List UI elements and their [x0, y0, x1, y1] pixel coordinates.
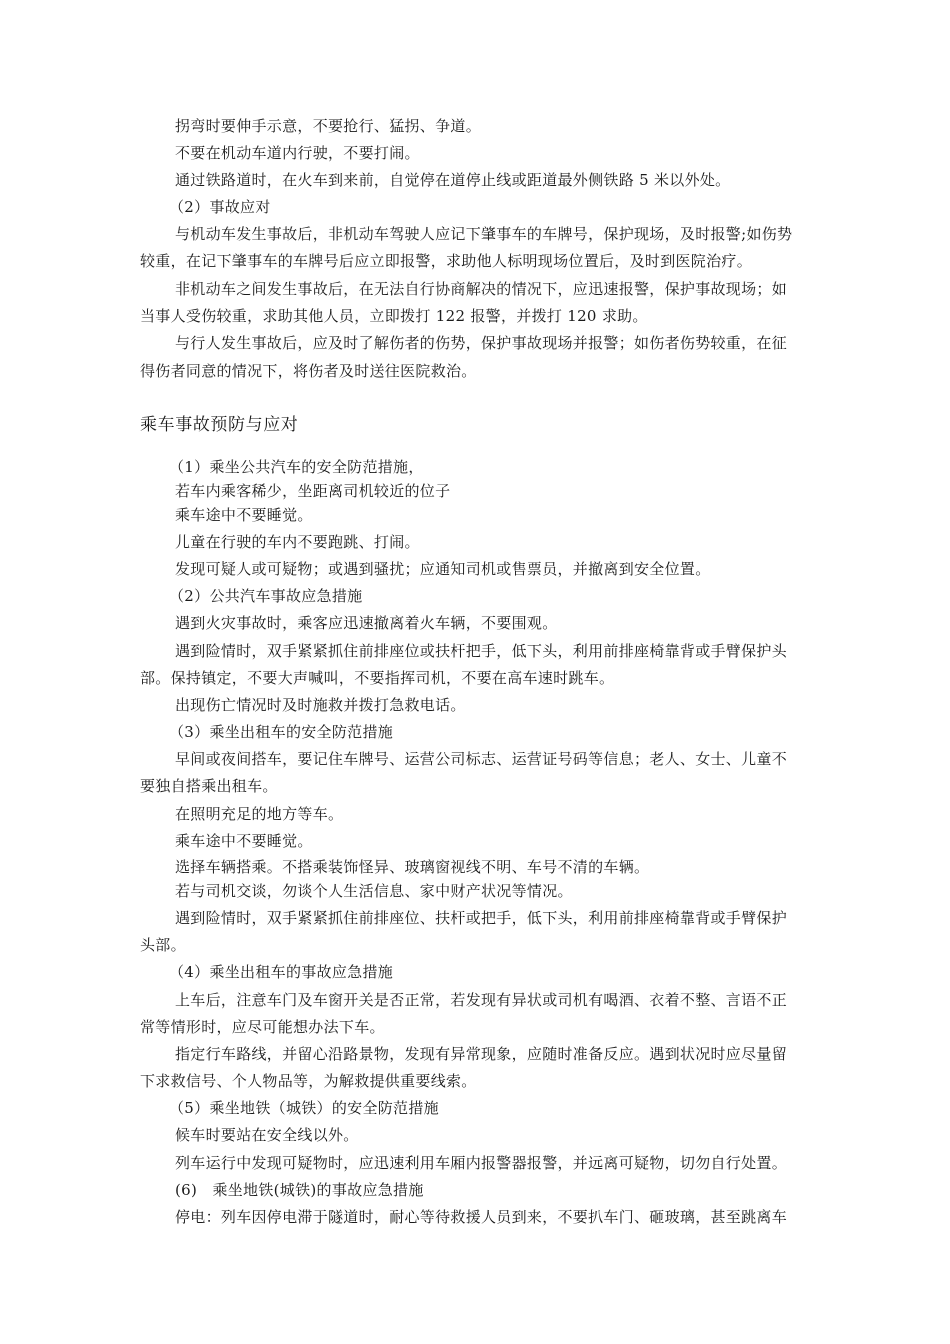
paragraph-line: 下求救信号、个人物品等，为解救提供重要线索。 [140, 1072, 477, 1090]
paragraph-line: 常等情形时，应尽可能想办法下车。 [140, 1018, 385, 1036]
subsection-title: （2）公共汽车事故应急措施 [169, 587, 363, 605]
paragraph-line: 停电：列车因停电滞于隧道时，耐心等待救援人员到来，不要扒车门、砸玻璃，甚至跳离车 [175, 1208, 788, 1226]
paragraph-line: 儿童在行驶的车内不要跑跳、打闹。 [175, 533, 420, 551]
paragraph-line: 部。保持镇定，不要大声喊叫，不要指挥司机，不要在高车速时跳车。 [140, 669, 615, 687]
paragraph-line: 早间或夜间搭车，要记住车牌号、运营公司标志、运营证号码等信息；老人、女士、儿童不 [175, 750, 788, 768]
paragraph-line: 要独自搭乘出租车。 [140, 777, 278, 795]
subsection-title: （2）事故应对 [169, 198, 271, 216]
paragraph-line: 出现伤亡情况时及时施救并拨打急救电话。 [175, 696, 466, 714]
paragraph-line: 若车内乘客稀少，坐距离司机较近的位子 [175, 482, 451, 500]
subsection-title: （5）乘坐地铁（城铁）的安全防范措施 [169, 1099, 439, 1117]
paragraph-line: 指定行车路线，并留心沿路景物，发现有异常现象，应随时准备反应。遇到状况时应尽量留 [175, 1045, 788, 1063]
paragraph-line: 在照明充足的地方等车。 [175, 805, 344, 823]
paragraph-line: 通过铁路道时，在火车到来前，自觉停在道停止线或距道最外侧铁路 5 米以外处。 [175, 171, 731, 189]
subsection-title: (6) 乘坐地铁(城铁)的事故应急措施 [175, 1181, 424, 1199]
paragraph-line: 较重，在记下肇事车的车牌号后应立即报警，求助他人标明现场位置后，及时到医院治疗。 [140, 252, 753, 270]
paragraph-line: 不要在机动车道内行驶，不要打闹。 [175, 144, 420, 162]
paragraph-line: 选择车辆搭乘。不搭乘装饰怪异、玻璃窗视线不明、车号不清的车辆。 [175, 858, 650, 876]
paragraph-line: 与行人发生事故后，应及时了解伤者的伤势，保护事故现场并报警；如伤者伤势较重，在征 [175, 334, 788, 352]
paragraph-line: 候车时要站在安全线以外。 [175, 1126, 359, 1144]
section-heading: 乘车事故预防与应对 [140, 415, 299, 435]
subsection-title: （4）乘坐出租车的事故应急措施 [169, 963, 394, 981]
paragraph-line: 遇到险情时，双手紧紧抓住前排座位或扶杆把手，低下头，利用前排座椅靠背或手臂保护头 [175, 642, 788, 660]
paragraph-line: 乘车途中不要睡觉。 [175, 506, 313, 524]
paragraph-line: 得伤者同意的情况下，将伤者及时送往医院救治。 [140, 362, 477, 380]
paragraph-line: 发现可疑人或可疑物；或遇到骚扰；应通知司机或售票员，并撤离到安全位置。 [175, 560, 711, 578]
paragraph-line: 列车运行中发现可疑物时，应迅速利用车厢内报警器报警，并远离可疑物，切勿自行处置。 [175, 1154, 788, 1172]
paragraph-line: 头部。 [140, 936, 186, 954]
subsection-title: （1）乘坐公共汽车的安全防范措施， [169, 458, 424, 476]
paragraph-line: 拐弯时要伸手示意，不要抢行、猛拐、争道。 [175, 117, 482, 135]
paragraph-line: 非机动车之间发生事故后，在无法自行协商解决的情况下，应迅速报警，保护事故现场；如 [175, 280, 788, 298]
paragraph-line: 当事人受伤较重，求助其他人员，立即拨打 122 报警，并拨打 120 求助。 [140, 307, 648, 325]
paragraph-line: 乘车途中不要睡觉。 [175, 832, 313, 850]
subsection-title: （3）乘坐出租车的安全防范措施 [169, 723, 394, 741]
paragraph-line: 上车后，注意车门及车窗开关是否正常，若发现有异状或司机有喝酒、衣着不整、言语不正 [175, 991, 788, 1009]
paragraph-line: 若与司机交谈，勿谈个人生活信息、家中财产状况等情况。 [175, 882, 573, 900]
paragraph-line: 与机动车发生事故后，非机动车驾驶人应记下肇事车的车牌号，保护现场，及时报警;如伤势 [175, 225, 793, 243]
paragraph-line: 遇到火灾事故时，乘客应迅速撤离着火车辆，不要围观。 [175, 614, 558, 632]
paragraph-line: 遇到险情时，双手紧紧抓住前排座位、扶杆或把手，低下头，利用前排座椅靠背或手臂保护 [175, 909, 788, 927]
